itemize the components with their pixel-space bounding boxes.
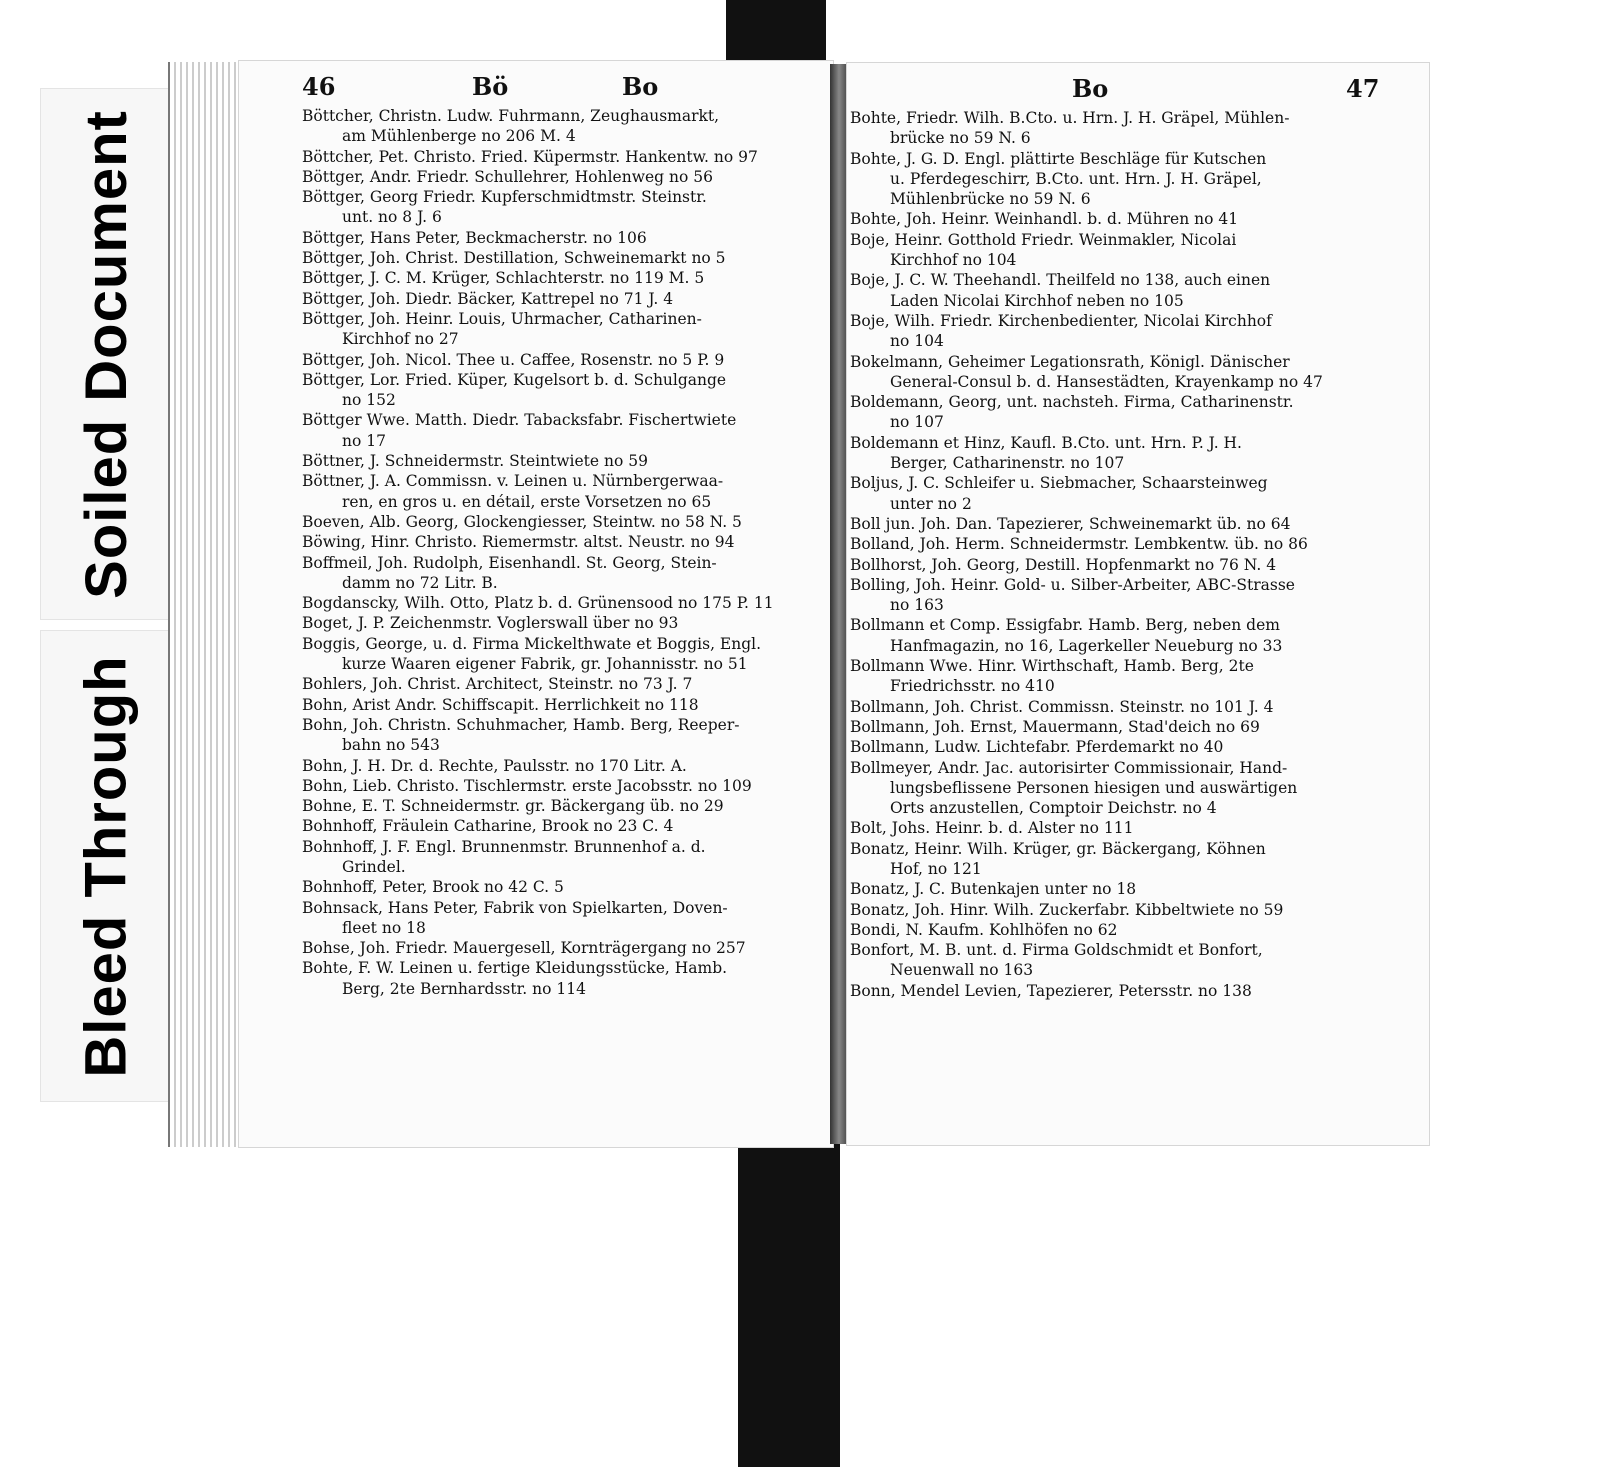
entry-line: Bohte, Friedr. Wilh. B.Cto. u. Hrn. J. H. Gräpel, Mühlen- (850, 109, 1290, 127)
directory-entry (850, 615, 1416, 656)
stamp-bleed-text: Bleed Through (73, 654, 139, 1078)
entry-line: Böttner, J. Schneidermstr. Steintwiete no 59 (302, 452, 648, 471)
directory-entry (302, 248, 820, 268)
directory-entry (850, 758, 1416, 819)
directory-entry (302, 816, 820, 836)
directory-entry (302, 471, 820, 512)
entry-line: Bohnsack, Hans Peter, Fabrik von Spielkarten, Doven- (302, 898, 728, 917)
entry-line: Böttcher, Pet. Christo. Fried. Küpermstr. Hankentw. no 97 (302, 147, 758, 166)
directory-entry (302, 837, 820, 878)
entry-line: Boljus, J. C. Schleifer u. Siebmacher, Schaarsteinweg (850, 474, 1268, 493)
entry-continuation: Berg, 2te Bernhardsstr. no 114 (342, 979, 586, 998)
entry-line: Bolling, Joh. Heinr. Gold- u. Silber-Arbeiter, ABC-Strasse (850, 575, 1295, 594)
entry-line: Bonfort, M. B. unt. d. Firma Goldschmidt et Bonfort, (850, 941, 1263, 960)
entry-line: Böttner, J. A. Commissn. v. Leinen u. Nürnbergerwaa- (302, 472, 724, 491)
directory-entry (302, 187, 820, 228)
right-page (846, 62, 1430, 1146)
left-page-number: 46 (302, 72, 336, 101)
entry-continuation: Grindel. (342, 857, 406, 876)
directory-entry (302, 756, 820, 776)
entry-line: Bollmann et Comp. Essigfabr. Hamb. Berg, neben dem (850, 616, 1280, 635)
entry-continuation: unt. no 8 J. 6 (342, 208, 442, 227)
entry-line: Bohte, F. W. Leinen u. fertige Kleidungsstücke, Hamb. (302, 959, 728, 978)
directory-entry (850, 981, 1416, 1001)
directory-entry (850, 920, 1416, 940)
left-page (238, 60, 834, 1148)
entry-line: Böttger, Joh. Diedr. Bäcker, Kattrepel no 71 J. 4 (302, 289, 674, 308)
directory-entry (302, 268, 820, 288)
entry-continuation: damm no 72 Litr. B. (342, 573, 498, 592)
directory-entry (302, 106, 820, 147)
directory-entry (850, 900, 1416, 920)
entry-continuation: Mühlenbrücke no 59 N. 6 (890, 190, 1091, 209)
entry-line: Bohnhoff, Peter, Brook no 42 C. 5 (302, 878, 564, 897)
directory-entry (850, 270, 1416, 311)
entry-continuation: no 104 (890, 332, 944, 351)
directory-entry (302, 674, 820, 694)
entry-line: Bolland, Joh. Herm. Schneidermstr. Lembkentw. üb. no 86 (850, 535, 1308, 554)
entry-line: Böttger, Joh. Nicol. Thee u. Caffee, Rosenstr. no 5 P. 9 (302, 350, 725, 369)
stamp-soiled-document (40, 88, 172, 620)
directory-entry (302, 553, 820, 594)
stamp-bleed-through (40, 630, 172, 1102)
directory-entry (850, 149, 1416, 210)
directory-entry (302, 796, 820, 816)
directory-entry (302, 309, 820, 350)
entry-continuation: General-Consul b. d. Hansestädten, Krayenkamp no 47 (890, 372, 1323, 391)
entry-line: Bonatz, Joh. Hinr. Wilh. Zuckerfabr. Kibbeltwiete no 59 (850, 900, 1284, 919)
entry-line: Bogdanscky, Wilh. Otto, Platz b. d. Grünensood no 175 P. 11 (302, 594, 774, 613)
entry-continuation: no 163 (890, 596, 944, 615)
directory-entry (850, 555, 1416, 575)
entry-line: Böttger, Lor. Fried. Küper, Kugelsort b. d. Schulgange (302, 370, 727, 389)
right-page-entries (850, 108, 1416, 1001)
entry-continuation: brücke no 59 N. 6 (890, 129, 1031, 148)
entry-line: Böttger, Hans Peter, Beckmacherstr. no 106 (302, 228, 647, 247)
directory-entry (850, 433, 1416, 474)
directory-entry (302, 289, 820, 309)
entry-line: Bohn, Joh. Christn. Schuhmacher, Hamb. Berg, Reeper- (302, 715, 740, 734)
binding-strip-bottom (738, 1128, 840, 1467)
directory-entry (850, 230, 1416, 271)
directory-entry (850, 839, 1416, 880)
directory-entry (850, 209, 1416, 229)
entry-line: Böttger, Georg Friedr. Kupferschmidtmstr. Steinstr. (302, 188, 707, 207)
directory-entry (850, 534, 1416, 554)
entry-continuation: fleet no 18 (342, 918, 426, 937)
directory-entry (302, 512, 820, 532)
directory-entry (302, 776, 820, 796)
directory-entry (302, 370, 820, 411)
directory-entry (302, 898, 820, 939)
directory-entry (850, 940, 1416, 981)
entry-line: Bolt, Johs. Heinr. b. d. Alster no 111 (850, 819, 1134, 838)
entry-line: Bohte, J. G. D. Engl. plättirte Beschläge für Kutschen (850, 149, 1267, 168)
directory-entry (302, 958, 820, 999)
directory-entry (302, 877, 820, 897)
directory-entry (850, 879, 1416, 899)
entry-continuation: kurze Waaren eigener Fabrik, gr. Johannisstr. no 51 (342, 655, 748, 674)
directory-entry (850, 717, 1416, 737)
entry-line: Boje, Wilh. Friedr. Kirchenbedienter, Nicolai Kirchhof (850, 311, 1272, 330)
entry-line: Bohse, Joh. Friedr. Mauergesell, Kornträgergang no 257 (302, 939, 746, 958)
entry-line: Bollmann, Joh. Christ. Commissn. Steinstr. no 101 J. 4 (850, 697, 1274, 716)
entry-continuation: Hanfmagazin, no 16, Lagerkeller Neueburg no 33 (890, 636, 1283, 655)
directory-entry (850, 392, 1416, 433)
entry-line: Bonatz, Heinr. Wilh. Krüger, gr. Bäckergang, Köhnen (850, 839, 1266, 858)
entry-line: Böttger Wwe. Matth. Diedr. Tabacksfabr. Fischertwiete (302, 411, 737, 430)
directory-entry (302, 451, 820, 471)
entry-continuation: Orts anzustellen, Comptoir Deichstr. no 4 (890, 799, 1217, 818)
entry-line: Bollhorst, Joh. Georg, Destill. Hopfenmarkt no 76 N. 4 (850, 555, 1277, 574)
entry-continuation: Friedrichsstr. no 410 (890, 677, 1055, 696)
directory-entry (302, 634, 820, 675)
left-header-right: Bo (622, 72, 659, 101)
entry-continuation: Neuenwall no 163 (890, 961, 1034, 980)
entry-line: Boldemann et Hinz, Kaufl. B.Cto. unt. Hrn. P. J. H. (850, 433, 1242, 452)
right-page-number: 47 (1346, 74, 1380, 103)
directory-entry (302, 695, 820, 715)
directory-entry (850, 473, 1416, 514)
entry-line: Bohte, Joh. Heinr. Weinhandl. b. d. Mühren no 41 (850, 210, 1239, 229)
directory-entry (850, 737, 1416, 757)
stamp-soiled-text: Soiled Document (73, 109, 139, 599)
entry-line: Boll jun. Joh. Dan. Tapezierer, Schweinemarkt üb. no 64 (850, 514, 1291, 533)
page-block-edges (168, 62, 242, 1147)
directory-entry (850, 575, 1416, 616)
entry-line: Bonn, Mendel Levien, Tapezierer, Petersstr. no 138 (850, 981, 1252, 1000)
entry-line: Boffmeil, Joh. Rudolph, Eisenhandl. St. Georg, Stein- (302, 553, 717, 572)
directory-entry (302, 167, 820, 187)
entry-line: Boget, J. P. Zeichenmstr. Voglerswall über no 93 (302, 614, 679, 633)
entry-line: Bohn, Lieb. Christo. Tischlermstr. erste Jacobsstr. no 109 (302, 776, 752, 795)
directory-entry (302, 350, 820, 370)
entry-continuation: Hof, no 121 (890, 859, 982, 878)
directory-entry (302, 593, 820, 613)
entry-continuation: Berger, Catharinenstr. no 107 (890, 454, 1125, 473)
entry-continuation: lungsbeflissene Personen hiesigen und auswärtigen (890, 778, 1298, 797)
entry-line: Boje, J. C. W. Theehandl. Theilfeld no 138, auch einen (850, 271, 1271, 290)
entry-line: Bohnhoff, Fräulein Catharine, Brook no 23 C. 4 (302, 817, 674, 836)
entry-line: Böttger, Andr. Friedr. Schullehrer, Hohlenweg no 56 (302, 167, 713, 186)
entry-line: Bollmann, Ludw. Lichtefabr. Pferdemarkt no 40 (850, 738, 1224, 757)
directory-entry (302, 532, 820, 552)
directory-entry (302, 147, 820, 167)
entry-continuation: Kirchhof no 27 (342, 330, 459, 349)
entry-line: Bohn, Arist Andr. Schiffscapit. Herrlichkeit no 118 (302, 695, 699, 714)
entry-continuation: Kirchhof no 104 (890, 251, 1017, 270)
entry-continuation: no 107 (890, 413, 944, 432)
entry-continuation: u. Pferdegeschirr, B.Cto. unt. Hrn. J. H. Gräpel, (890, 169, 1262, 188)
right-page-header (846, 70, 1430, 110)
directory-entry (302, 938, 820, 958)
entry-continuation: am Mühlenberge no 206 M. 4 (342, 127, 576, 146)
right-header-mid: Bo (1072, 74, 1109, 103)
entry-continuation: unter no 2 (890, 494, 972, 513)
left-page-header (238, 68, 834, 108)
entry-line: Bondi, N. Kaufm. Kohlhöfen no 62 (850, 920, 1118, 939)
directory-entry (850, 514, 1416, 534)
directory-entry (302, 715, 820, 756)
entry-line: Bokelmann, Geheimer Legationsrath, Königl. Dänischer (850, 352, 1290, 371)
entry-continuation: no 152 (342, 391, 396, 410)
entry-line: Böttger, Joh. Heinr. Louis, Uhrmacher, Catharinen- (302, 309, 702, 328)
directory-entry (302, 228, 820, 248)
entry-line: Bohne, E. T. Schneidermstr. gr. Bäckergang üb. no 29 (302, 797, 724, 816)
entry-line: Boje, Heinr. Gotthold Friedr. Weinmakler, Nicolai (850, 230, 1237, 249)
directory-entry (850, 311, 1416, 352)
entry-continuation: ren, en gros u. en détail, erste Vorsetzen no 65 (342, 492, 712, 511)
entry-line: Boggis, George, u. d. Firma Mickelthwate et Boggis, Engl. (302, 634, 762, 653)
directory-entry (850, 656, 1416, 697)
left-header-mid: Bö (472, 72, 509, 101)
entry-line: Bollmann Wwe. Hinr. Wirthschaft, Hamb. Berg, 2te (850, 657, 1254, 676)
directory-entry (302, 410, 820, 451)
entry-line: Bonatz, J. C. Butenkajen unter no 18 (850, 880, 1137, 899)
entry-line: Boldemann, Georg, unt. nachsteh. Firma, Catharinenstr. (850, 393, 1294, 412)
entry-line: Böwing, Hinr. Christo. Riemermstr. altst. Neustr. no 94 (302, 533, 735, 552)
directory-entry (850, 697, 1416, 717)
entry-line: Boeven, Alb. Georg, Glockengiesser, Steintw. no 58 N. 5 (302, 512, 742, 531)
directory-entry (850, 818, 1416, 838)
left-page-entries (302, 106, 820, 999)
entry-line: Bohnhoff, J. F. Engl. Brunnenmstr. Brunnenhof a. d. (302, 837, 706, 856)
binding-strip-top (726, 0, 826, 62)
entry-continuation: bahn no 543 (342, 736, 440, 755)
entry-line: Bollmann, Joh. Ernst, Mauermann, Stad'deich no 69 (850, 717, 1260, 736)
directory-entry (850, 352, 1416, 393)
entry-continuation: no 17 (342, 431, 386, 450)
entry-line: Bohlers, Joh. Christ. Architect, Steinstr. no 73 J. 7 (302, 675, 693, 694)
entry-continuation: Laden Nicolai Kirchhof neben no 105 (890, 291, 1184, 310)
directory-entry (302, 613, 820, 633)
entry-line: Bohn, J. H. Dr. d. Rechte, Paulsstr. no 170 Litr. A. (302, 756, 687, 775)
entry-line: Böttcher, Christn. Ludw. Fuhrmann, Zeughausmarkt, (302, 107, 720, 125)
entry-line: Böttger, J. C. M. Krüger, Schlachterstr. no 119 M. 5 (302, 269, 705, 288)
entry-line: Bollmeyer, Andr. Jac. autorisirter Commissionair, Hand- (850, 758, 1288, 777)
directory-entry (850, 108, 1416, 149)
entry-line: Böttger, Joh. Christ. Destillation, Schweinemarkt no 5 (302, 249, 726, 268)
